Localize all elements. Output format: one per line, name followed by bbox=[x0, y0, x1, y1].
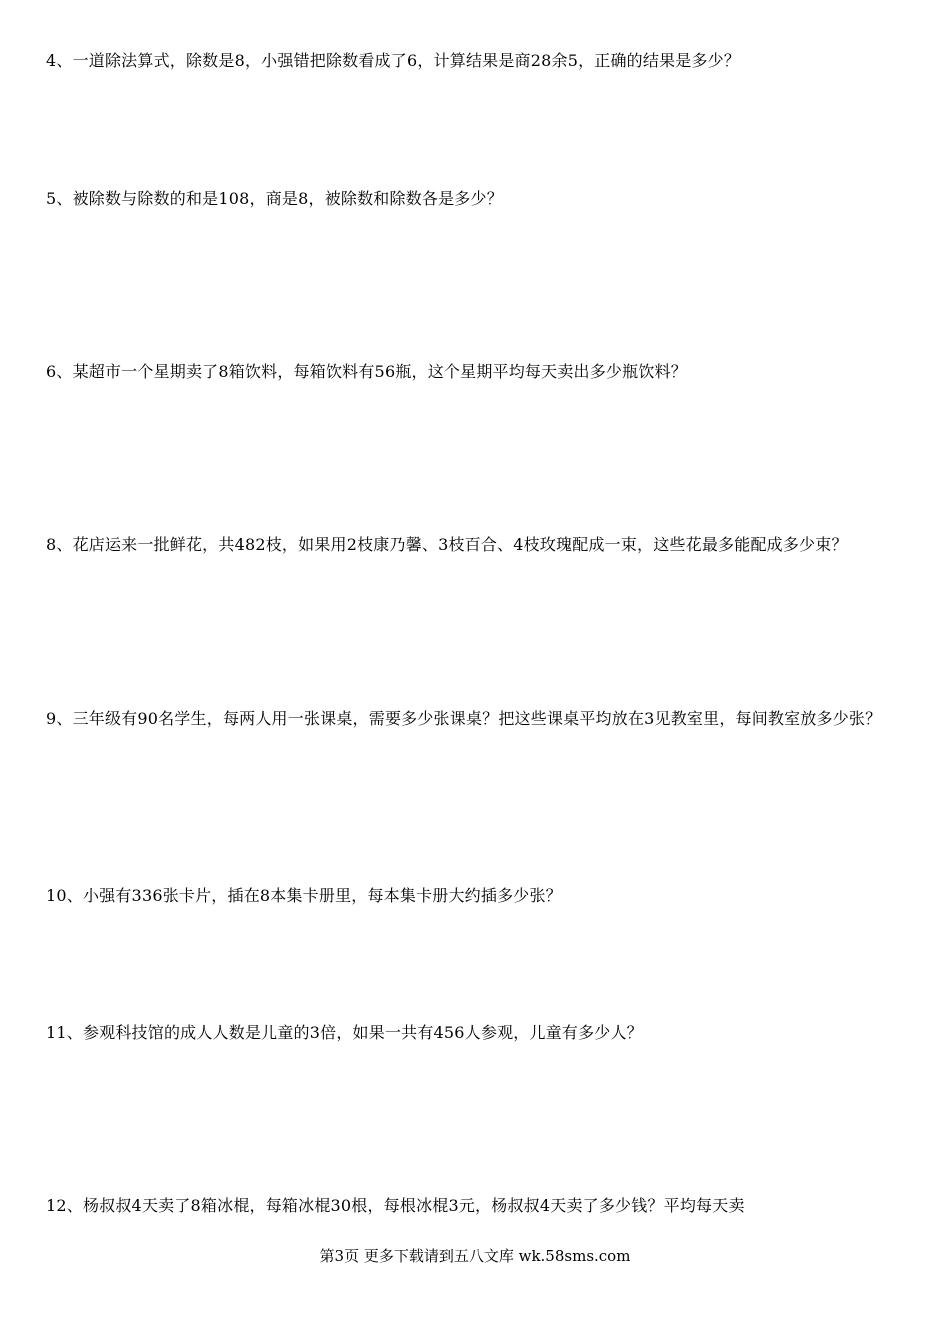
question-9: 9、三年级有90名学生，每两人用一张课桌，需要多少张课桌？把这些课桌平均放在3见教室里，每间教室放多少张？ bbox=[46, 709, 882, 728]
question-6: 6、某超市一个星期卖了8箱饮料，每箱饮料有56瓶，这个星期平均每天卖出多少瓶饮料？ bbox=[46, 362, 687, 381]
question-4: 4、一道除法算式，除数是8，小强错把除数看成了6，计算结果是商28余5，正确的结果是多少？ bbox=[46, 51, 741, 70]
page-footer: 第3页 更多下载请到五八文库 wk.58sms.com bbox=[319, 1247, 631, 1265]
question-12: 12、杨叔叔4天卖了8箱冰棍，每箱冰棍30根，每根冰棍3元，杨叔叔4天卖了多少钱？平均每天卖 bbox=[46, 1196, 745, 1215]
question-11: 11、参观科技馆的成人人数是儿童的3倍，如果一共有456人参观，儿童有多少人？ bbox=[46, 1023, 643, 1042]
question-10: 10、小强有336张卡片，插在8本集卡册里，每本集卡册大约插多少张？ bbox=[46, 886, 562, 905]
question-5: 5、被除数与除数的和是108，商是8，被除数和除数各是多少？ bbox=[46, 189, 503, 208]
question-8: 8、花店运来一批鲜花，共482枝，如果用2枝康乃馨、3枝百合、4枝玫瑰配成一束，这些花最多能配成多少束？ bbox=[46, 535, 848, 554]
